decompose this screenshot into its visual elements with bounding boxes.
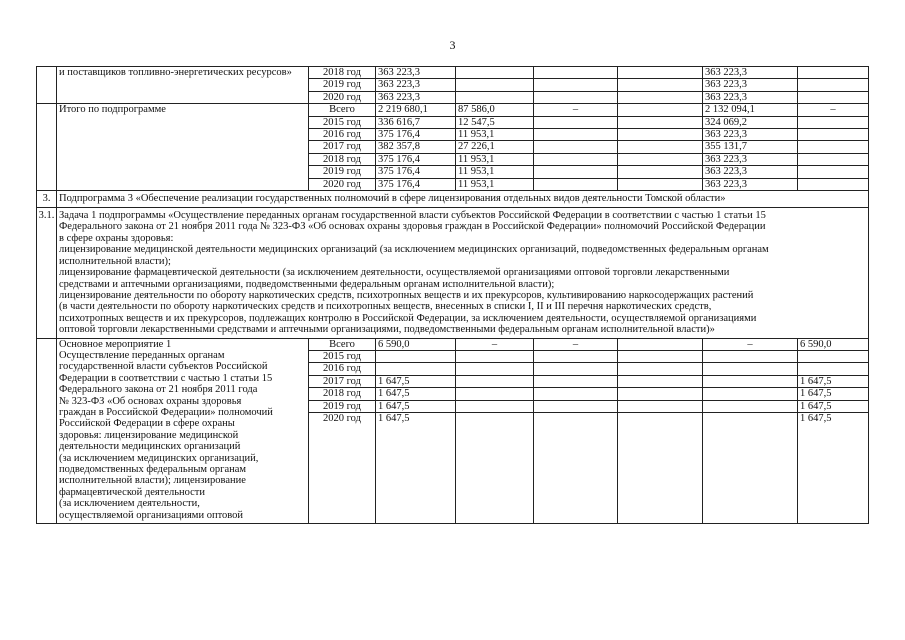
year-cell: 2017 год: [309, 141, 376, 153]
extra-cell: [703, 412, 798, 523]
task-line: средствами и аптечными организациями, подведомственными федеральным органам исполнительной власти);: [59, 278, 555, 290]
federal-cell: 11 953,1: [456, 129, 534, 141]
year-cell: 2015 год: [309, 350, 376, 362]
total-cell: 375 176,4: [376, 166, 456, 178]
other-cell: [798, 91, 869, 103]
local-cell: [618, 178, 703, 190]
activity-line: здоровья: лицензирование медицинской: [59, 429, 239, 441]
local-cell: [618, 388, 703, 400]
activity-line: деятельности медицинских организаций: [59, 441, 241, 453]
local-cell: [618, 338, 703, 350]
year-cell: 2018 год: [309, 388, 376, 400]
other-cell: [798, 350, 869, 362]
regional-cell: [534, 79, 618, 91]
task-line: лицензирование медицинской деятельности медицинских организаций (за исключением медицинских организаций, подведомственных федеральным органам: [59, 244, 769, 256]
activity-line: (за исключением деятельности,: [59, 498, 200, 510]
total-cell: 375 176,4: [376, 129, 456, 141]
extra-cell: 363 223,3: [703, 166, 798, 178]
regional-cell: [534, 178, 618, 190]
task-line: Федерального закона от 21 ноября 2011 года № 323-ФЗ «Об основах охраны здоровья граждан в Российской Федерации» полномочий Российской Федерации: [59, 221, 766, 233]
local-cell: [618, 104, 703, 116]
other-cell: [798, 153, 869, 165]
regional-cell: [534, 116, 618, 128]
table-row-task: [37, 208, 869, 338]
other-cell: [798, 363, 869, 375]
other-cell: 1 647,5: [798, 412, 869, 523]
extra-cell: 363 223,3: [703, 129, 798, 141]
local-cell: [618, 350, 703, 362]
local-cell: [618, 166, 703, 178]
other-cell: 6 590,0: [798, 338, 869, 350]
row-number-cell: [37, 338, 57, 523]
table-row: [37, 67, 869, 79]
local-cell: [618, 91, 703, 103]
total-cell: 382 357,8: [376, 141, 456, 153]
year-cell: Всего: [309, 104, 376, 116]
extra-cell: [703, 350, 798, 362]
regional-cell: [534, 412, 618, 523]
activity-line: Российской Федерации в сфере охраны: [59, 418, 235, 430]
year-cell: 2017 год: [309, 375, 376, 387]
year-cell: 2016 год: [309, 129, 376, 141]
other-cell: 1 647,5: [798, 375, 869, 387]
activity-line: граждан в Российской Федерации» полномочий: [59, 406, 273, 418]
extra-cell: 2 132 094,1: [703, 104, 798, 116]
year-cell: 2020 год: [309, 178, 376, 190]
extra-cell: [703, 400, 798, 412]
extra-cell: [703, 388, 798, 400]
federal-cell: [456, 91, 534, 103]
federal-cell: 11 953,1: [456, 153, 534, 165]
activity-line: осуществляемой организациями оптовой: [59, 509, 244, 521]
extra-cell: [703, 375, 798, 387]
task-description: [57, 208, 869, 338]
activity-line: Основное мероприятие 1: [59, 338, 172, 350]
year-cell: 2018 год: [309, 67, 376, 79]
extra-cell: 355 131,7: [703, 141, 798, 153]
local-cell: [618, 400, 703, 412]
local-cell: [618, 153, 703, 165]
other-cell: [798, 79, 869, 91]
regional-cell: [534, 166, 618, 178]
row-description: и поставщиков топливно-энергетических ресурсов»: [57, 67, 309, 104]
federal-cell: [456, 350, 534, 362]
row-number-cell: 3.: [37, 191, 57, 208]
regional-cell: –: [534, 104, 618, 116]
federal-cell: 12 547,5: [456, 116, 534, 128]
extra-cell: 363 223,3: [703, 178, 798, 190]
total-cell: 363 223,3: [376, 79, 456, 91]
federal-cell: –: [456, 338, 534, 350]
subprogram-title: Подпрограмма 3 «Обеспечение реализации государственных полномочий в сфере лицензирования отдельных видов деятельности Томской области»: [57, 191, 869, 208]
other-cell: 1 647,5: [798, 400, 869, 412]
budget-table: [36, 66, 869, 524]
local-cell: [618, 141, 703, 153]
year-cell: 2016 год: [309, 363, 376, 375]
local-cell: [618, 363, 703, 375]
table-row: [37, 104, 869, 116]
activity-line: исполнительной власти); лицензирование: [59, 475, 246, 487]
regional-cell: [534, 388, 618, 400]
regional-cell: –: [534, 338, 618, 350]
task-line: (в части деятельности по обороту наркотических средств и психотропных веществ, внесенных в списки I, II и III перечня наркотических средств,: [59, 301, 712, 313]
task-line: в сфере охраны здоровья:: [59, 232, 174, 244]
regional-cell: [534, 363, 618, 375]
total-cell: 1 647,5: [376, 412, 456, 523]
extra-cell: [703, 363, 798, 375]
task-line: психотропных веществ и их прекурсоров, подлежащих контролю в Российской Федерации, за исключением деятельности, осуществляемой организациями: [59, 312, 757, 324]
federal-cell: [456, 79, 534, 91]
total-cell: 363 223,3: [376, 91, 456, 103]
regional-cell: [534, 375, 618, 387]
federal-cell: [456, 375, 534, 387]
federal-cell: 11 953,1: [456, 166, 534, 178]
other-cell: [798, 116, 869, 128]
task-line: лицензирование деятельности по обороту наркотических средств, психотропных веществ и их прекурсоров, культивированию наркосодержащих растений: [59, 289, 754, 301]
total-cell: 375 176,4: [376, 178, 456, 190]
regional-cell: [534, 67, 618, 79]
total-cell: 363 223,3: [376, 67, 456, 79]
year-cell: 2015 год: [309, 116, 376, 128]
activity-line: № 323-ФЗ «Об основах охраны здоровья: [59, 395, 242, 407]
table-row-subprogram: [37, 191, 869, 208]
activity-description: [57, 338, 309, 523]
activity-line: подведомственных федеральным органам: [59, 464, 247, 475]
regional-cell: [534, 129, 618, 141]
other-cell: [798, 67, 869, 79]
activity-line: Федерального закона от 21 ноября 2011 года: [59, 384, 258, 396]
row-number-cell: 3.1.: [37, 208, 57, 338]
activity-line: государственной власти субъектов Российской: [59, 361, 268, 373]
federal-cell: [456, 388, 534, 400]
extra-cell: 363 223,3: [703, 79, 798, 91]
total-cell: [376, 350, 456, 362]
page-number: 3: [449, 38, 456, 52]
federal-cell: 11 953,1: [456, 178, 534, 190]
total-cell: 2 219 680,1: [376, 104, 456, 116]
local-cell: [618, 129, 703, 141]
local-cell: [618, 412, 703, 523]
local-cell: [618, 67, 703, 79]
activity-line: фармацевтической деятельности: [59, 486, 206, 498]
year-cell: 2019 год: [309, 166, 376, 178]
total-cell: [376, 363, 456, 375]
year-cell: 2020 год: [309, 91, 376, 103]
year-cell: 2020 год: [309, 412, 376, 523]
activity-line: (за исключением медицинских организаций,: [59, 452, 259, 464]
activity-line: Федерации в соответствии с частью 1 статьи 15: [59, 372, 273, 384]
local-cell: [618, 79, 703, 91]
task-line: исполнительной власти);: [59, 255, 171, 267]
task-line: оптовой торговли лекарственными средствами и аптечными организациями, подведомственными федеральным органам исполнительной власти)»: [59, 324, 715, 336]
regional-cell: [534, 91, 618, 103]
regional-cell: [534, 141, 618, 153]
year-cell: 2019 год: [309, 400, 376, 412]
federal-cell: 27 226,1: [456, 141, 534, 153]
federal-cell: [456, 67, 534, 79]
total-cell: 1 647,5: [376, 375, 456, 387]
extra-cell: 363 223,3: [703, 153, 798, 165]
federal-cell: [456, 412, 534, 523]
federal-cell: 87 586,0: [456, 104, 534, 116]
regional-cell: [534, 400, 618, 412]
federal-cell: [456, 363, 534, 375]
year-cell: 2018 год: [309, 153, 376, 165]
total-cell: 6 590,0: [376, 338, 456, 350]
total-cell: 336 616,7: [376, 116, 456, 128]
total-cell: 1 647,5: [376, 400, 456, 412]
task-line: лицензирование фармацевтической деятельности (за исключением деятельности, осуществляемой организациями оптовой торговли лекарственными: [59, 267, 730, 279]
year-cell: 2019 год: [309, 79, 376, 91]
federal-cell: [456, 400, 534, 412]
row-number-cell: [37, 67, 57, 104]
other-cell: [798, 178, 869, 190]
row-description: Итого по подпрограмме: [57, 104, 309, 191]
regional-cell: [534, 153, 618, 165]
total-cell: 1 647,5: [376, 388, 456, 400]
extra-cell: 363 223,3: [703, 67, 798, 79]
task-line: Задача 1 подпрограммы «Осуществление переданных органам государственной власти субъектов Российской Федерации в соответствии с частью 1 статьи 15: [59, 210, 766, 222]
local-cell: [618, 116, 703, 128]
extra-cell: –: [703, 338, 798, 350]
local-cell: [618, 375, 703, 387]
other-cell: 1 647,5: [798, 388, 869, 400]
other-cell: –: [798, 104, 869, 116]
other-cell: [798, 141, 869, 153]
row-number-cell: [37, 104, 57, 191]
year-cell: Всего: [309, 338, 376, 350]
activity-line: Осуществление переданных органам: [59, 349, 225, 361]
regional-cell: [534, 350, 618, 362]
other-cell: [798, 166, 869, 178]
other-cell: [798, 129, 869, 141]
table-row: [37, 338, 869, 350]
extra-cell: 324 069,2: [703, 116, 798, 128]
total-cell: 375 176,4: [376, 153, 456, 165]
extra-cell: 363 223,3: [703, 91, 798, 103]
